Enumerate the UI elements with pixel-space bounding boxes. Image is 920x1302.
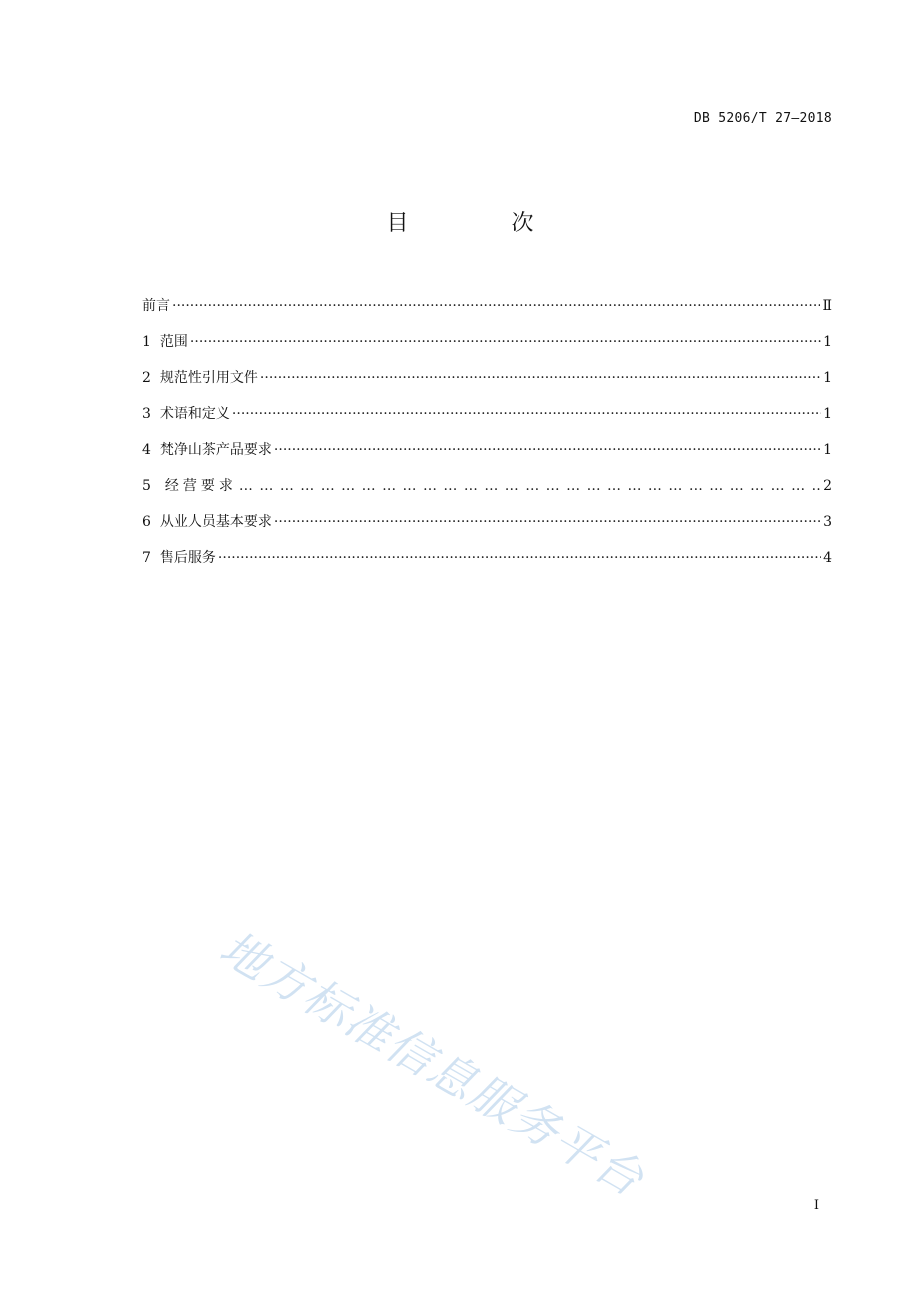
toc-entry-label: 术语和定义: [159, 406, 230, 422]
toc-entry-number: 2: [142, 370, 151, 386]
toc-entry-scope[interactable]: [142, 332, 832, 368]
toc-entry-page: 2: [823, 478, 832, 494]
toc-leader-dots: [218, 548, 821, 568]
toc-entry-page: 4: [823, 550, 832, 566]
toc-entry-label: 售后服务: [159, 550, 216, 566]
toc-entry-terms-definitions[interactable]: [142, 404, 832, 440]
table-of-contents: [142, 296, 832, 584]
toc-entry-label: 从业人员基本要求: [159, 514, 272, 530]
toc-entry-page: 1: [823, 442, 832, 458]
watermark: 地方标准信息服务平台: [211, 920, 654, 1207]
toc-entry-page: 3: [823, 514, 832, 530]
toc-entry-number: 4: [142, 442, 151, 458]
toc-entry-page: 1: [823, 334, 832, 350]
toc-leader-dots: [260, 368, 821, 388]
toc-entry-product-requirements[interactable]: [142, 440, 832, 476]
toc-leader-dots: [232, 404, 821, 424]
page-number: I: [813, 1198, 819, 1213]
toc-leader-dots: [172, 296, 820, 316]
toc-entry-number: 5: [142, 478, 151, 494]
toc-leader-dots: [274, 512, 821, 532]
toc-entry-page: 1: [823, 406, 832, 422]
toc-entry-label: 范围: [159, 334, 188, 350]
toc-title: 目 次: [386, 211, 582, 236]
toc-entry-label: 梵净山茶产品要求: [159, 442, 272, 458]
toc-leader-dots: [190, 332, 821, 352]
toc-entry-staff-requirements[interactable]: [142, 512, 832, 548]
toc-entry-label: 前言: [142, 298, 170, 314]
toc-entry-number: 3: [142, 406, 151, 422]
toc-entry-business-requirements[interactable]: [142, 476, 832, 512]
toc-entry-number: 1: [142, 334, 151, 350]
toc-entry-label: 规范性引用文件: [159, 370, 258, 386]
toc-entry-normative-references[interactable]: [142, 368, 832, 404]
toc-entry-foreword[interactable]: [142, 296, 832, 332]
toc-entry-label: 经营要求: [164, 478, 237, 494]
toc-entry-after-sales[interactable]: [142, 548, 832, 584]
toc-entry-page: Ⅱ: [822, 298, 832, 314]
toc-entry-number: 6: [142, 514, 151, 530]
toc-leader-dots: [274, 440, 821, 460]
toc-entry-number: 7: [142, 550, 151, 566]
toc-leader-dots: [239, 476, 821, 496]
toc-entry-page: 1: [823, 370, 832, 386]
document-code: DB 5206/T 27—2018: [693, 111, 832, 126]
